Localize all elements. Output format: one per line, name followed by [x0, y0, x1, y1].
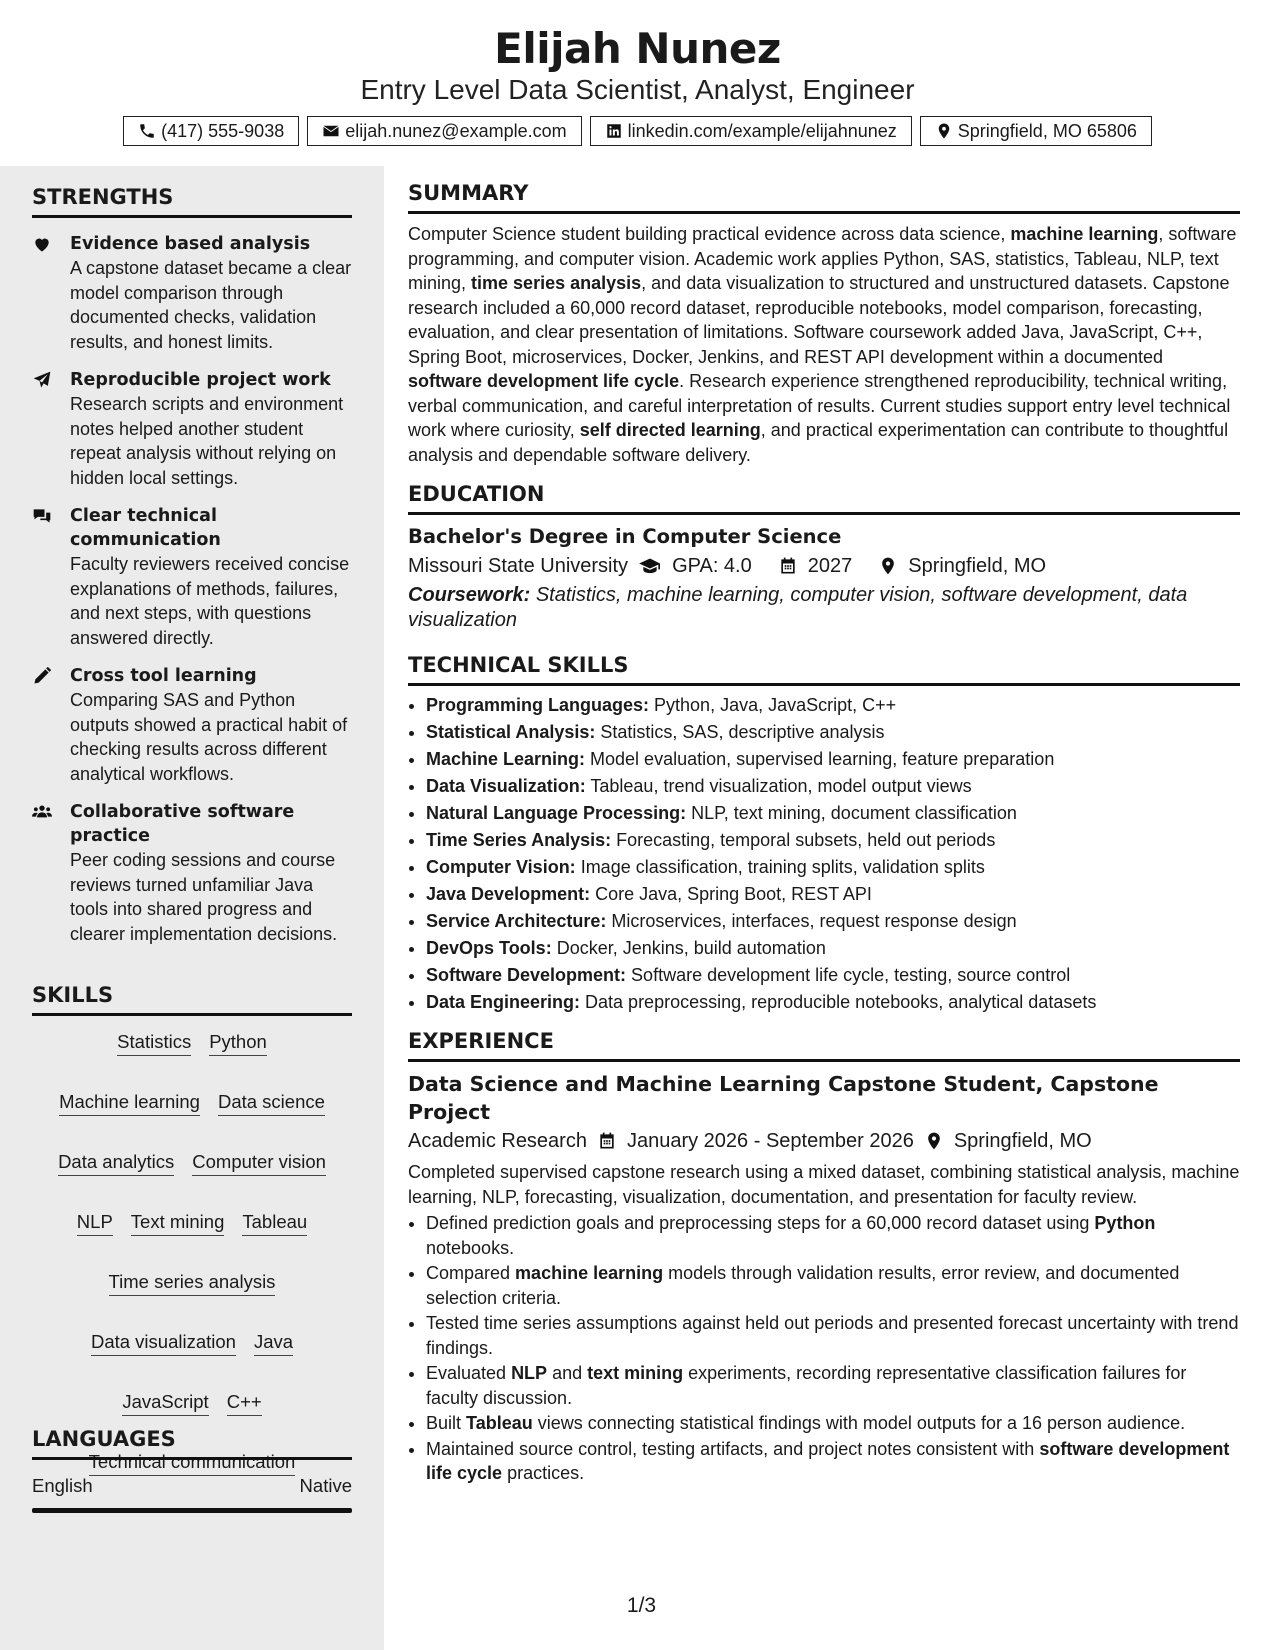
- map-pin-icon: [935, 122, 953, 140]
- skill-tag: Data science: [218, 1090, 325, 1116]
- comments-icon: [32, 504, 70, 650]
- technical-skill-value: Core Java, Spring Boot, REST API: [590, 884, 872, 904]
- phone-icon: [138, 122, 156, 140]
- education-section: [408, 481, 1240, 632]
- contact-linkedin[interactable]: [590, 116, 912, 146]
- strength-text: Research scripts and environment notes helped another student repeat analysis without relying on hidden local settings.: [70, 394, 344, 488]
- school-name: Missouri State University: [408, 555, 629, 577]
- contact-phone[interactable]: [123, 116, 299, 146]
- skill-tag: Data visualization: [91, 1330, 236, 1356]
- strength-title: Evidence based analysis: [70, 234, 311, 254]
- skill-tag: Computer vision: [192, 1150, 326, 1176]
- technical-skill-label: Programming Languages:: [426, 695, 650, 715]
- technical-skill-item: [426, 719, 1240, 746]
- technical-skill-label: Service Architecture:: [426, 911, 607, 931]
- contact-location-text: Springfield, MO 65806: [957, 121, 1137, 141]
- technical-skill-item: [426, 746, 1240, 773]
- coursework-text: Statistics, machine learning, computer vision, software development, data visualization: [408, 584, 1188, 631]
- resume-header: [0, 0, 1275, 146]
- technical-skill-item: [426, 692, 1240, 719]
- technical-skill-label: Data Visualization:: [426, 776, 586, 796]
- skill-tag: Machine learning: [59, 1090, 200, 1116]
- strength-text: Faculty reviewers received concise explanations of methods, failures, and next steps, with questions answered directly.: [70, 554, 350, 648]
- education-heading: EDUCATION: [408, 481, 1240, 515]
- technical-skill-label: Time Series Analysis:: [426, 830, 612, 850]
- technical-skill-item: [426, 881, 1240, 908]
- technical-skill-label: Computer Vision:: [426, 857, 576, 877]
- strength-text: Comparing SAS and Python outputs showed a practical habit of checking results across different analytical workflows.: [70, 690, 348, 784]
- job-meta: [408, 1126, 1240, 1156]
- technical-skill-label: DevOps Tools:: [426, 938, 552, 958]
- job-location: Springfield, MO: [953, 1130, 1092, 1152]
- text-segment: Evaluated: [426, 1363, 512, 1383]
- contact-linkedin-text: linkedin.com/example/elijahnunez: [627, 121, 897, 141]
- technical-skills-list: [408, 692, 1240, 1016]
- skill-tag: Data analytics: [58, 1150, 174, 1176]
- job-dates: January 2026 - September 2026: [626, 1130, 914, 1152]
- text-segment: practices.: [502, 1463, 585, 1483]
- job-bullet: [426, 1411, 1240, 1436]
- bold-keyword: self directed learning: [579, 420, 761, 440]
- bold-keyword: machine learning: [1010, 224, 1159, 244]
- text-segment: Built: [426, 1413, 467, 1433]
- strength-title: Reproducible project work: [70, 370, 331, 390]
- technical-skill-item: [426, 989, 1240, 1016]
- text-segment: models through validation results, error review, and documented selection criteria.: [426, 1263, 1180, 1308]
- job-bullet: [426, 1437, 1240, 1486]
- coursework-label: Coursework:: [408, 584, 531, 606]
- strength-title: Cross tool learning: [70, 666, 257, 686]
- technical-skill-label: Java Development:: [426, 884, 591, 904]
- technical-skill-item: [426, 854, 1240, 881]
- contact-bar: [0, 116, 1275, 146]
- text-segment: , and practical experimentation can contribute to thoughtful analysis and dependable software delivery.: [408, 420, 1229, 465]
- language-level: Native: [299, 1475, 352, 1496]
- text-segment: , software programming, and computer vision. Academic work applies Python, SAS, statistics, Tableau, NLP, text mining,: [408, 224, 1237, 293]
- technical-skill-item: [426, 908, 1240, 935]
- technical-skill-label: Machine Learning:: [426, 749, 586, 769]
- users-icon: [32, 800, 70, 946]
- candidate-title: Entry Level Data Scientist, Analyst, Engineer: [360, 74, 915, 105]
- technical-skill-item: [426, 827, 1240, 854]
- strength-item: [32, 368, 352, 490]
- languages-section: [32, 1426, 352, 1513]
- skills-section: [32, 982, 352, 1476]
- skills-heading: SKILLS: [32, 982, 352, 1016]
- heart-icon: [32, 232, 70, 354]
- text-segment: Compared: [426, 1263, 516, 1283]
- technical-skill-value: Software development life cycle, testing, source control: [626, 965, 1071, 985]
- technical-skill-value: Statistics, SAS, descriptive analysis: [595, 722, 885, 742]
- skill-tag: Tableau: [242, 1210, 307, 1236]
- text-segment: views connecting statistical findings with model outputs for a 16 person audience.: [532, 1413, 1186, 1433]
- skill-tag: Technical communication: [89, 1450, 296, 1476]
- bold-keyword: machine learning: [515, 1263, 664, 1283]
- graduation-year: 2027: [807, 555, 853, 577]
- technical-skill-label: Data Engineering:: [426, 992, 581, 1012]
- organization: Academic Research: [408, 1130, 587, 1152]
- experience-section: [408, 1028, 1240, 1486]
- strength-title: Clear technical communication: [70, 506, 221, 550]
- technical-skill-item: [426, 962, 1240, 989]
- map-pin-icon: [878, 556, 898, 576]
- technical-skill-value: Docker, Jenkins, build automation: [551, 938, 826, 958]
- technical-skill-label: Natural Language Processing:: [426, 803, 687, 823]
- strength-text: Peer coding sessions and course reviews turned unfamiliar Java tools into shared progress and clearer implementation decisions.: [70, 850, 338, 944]
- text-segment: experiments, recording representative classification failures for faculty discussion.: [426, 1363, 1187, 1408]
- technical-skill-item: [426, 935, 1240, 962]
- bold-keyword: software development life cycle: [408, 371, 680, 391]
- skill-tag: Statistics: [117, 1030, 191, 1056]
- strength-item: [32, 232, 352, 354]
- text-segment: Defined prediction goals and preprocessing steps for a 60,000 record dataset using: [426, 1213, 1095, 1233]
- technical-skill-value: Model evaluation, supervised learning, feature preparation: [585, 749, 1055, 769]
- contact-email[interactable]: [307, 116, 581, 146]
- job-bullet: [426, 1361, 1240, 1410]
- technical-skill-value: Python, Java, JavaScript, C++: [649, 695, 897, 715]
- technical-skill-value: NLP, text mining, document classification: [686, 803, 1017, 823]
- paper-plane-icon: [32, 368, 70, 490]
- text-segment: Tested time series assumptions against held out periods and presented forecast uncertainty with trend findings.: [426, 1313, 1239, 1358]
- job-title: Data Science and Machine Learning Capstone Student, Capstone Project: [408, 1072, 1159, 1124]
- linkedin-icon: [605, 122, 623, 140]
- technical-skill-label: Statistical Analysis:: [426, 722, 596, 742]
- skill-tag: Python: [209, 1030, 267, 1056]
- bold-keyword: Tableau: [466, 1413, 533, 1433]
- bold-keyword: time series analysis: [471, 273, 642, 293]
- technical-skills-heading: TECHNICAL SKILLS: [408, 652, 1240, 686]
- summary-text: [408, 222, 1240, 467]
- coursework: [408, 583, 1240, 632]
- bold-keyword: software development life cycle: [426, 1438, 1230, 1483]
- language-name: English: [32, 1475, 93, 1496]
- language-row: [32, 1474, 352, 1498]
- technical-skill-value: Image classification, training splits, validation splits: [575, 857, 985, 877]
- contact-phone-text: (417) 555-9038: [161, 121, 285, 141]
- skill-tag: NLP: [77, 1210, 113, 1236]
- text-segment: and: [547, 1363, 588, 1383]
- text-segment: notebooks.: [426, 1237, 515, 1258]
- text-segment: Maintained source control, testing artifacts, and project notes consistent with: [426, 1438, 1040, 1459]
- bold-keyword: Python: [1094, 1213, 1156, 1233]
- technical-skills-section: [408, 652, 1240, 1016]
- strength-title: Collaborative software practice: [70, 802, 295, 846]
- job-bullets: [408, 1211, 1240, 1486]
- job-bullet: [426, 1211, 1240, 1260]
- calendar-icon: [597, 1131, 617, 1151]
- bold-keyword: text mining: [587, 1363, 684, 1383]
- strength-item: [32, 664, 352, 786]
- text-segment: , and data visualization to structured and unstructured datasets. Capstone research included a 60,000 record dataset, reproducible notebooks, model comparison, forecasting, evaluation, and clear presentation of limitations. Software coursework added Java, JavaScript, C++, Spring Boot, microservices, Docker, Jenkins, and REST API development within a documented: [408, 273, 1230, 367]
- map-pin-icon: [924, 1131, 944, 1151]
- main-column: [408, 180, 1240, 1487]
- strengths-heading: STRENGTHS: [32, 184, 352, 218]
- job-description: Completed supervised capstone research using a mixed dataset, combining statistical analysis, machine learning, NLP, forecasting, visualization, documentation, and presentation for faculty review.: [408, 1162, 1240, 1207]
- technical-skill-item: [426, 800, 1240, 827]
- technical-skill-value: Microservices, interfaces, request response design: [606, 911, 1017, 931]
- bold-keyword: NLP: [511, 1363, 548, 1383]
- text-segment: Computer Science student building practical evidence across data science,: [408, 224, 1011, 244]
- job-bullet: [426, 1261, 1240, 1310]
- technical-skill-value: Forecasting, temporal subsets, held out periods: [611, 830, 996, 850]
- skill-tag: C++: [227, 1390, 262, 1416]
- calendar-icon: [778, 556, 798, 576]
- skill-tag: Java: [254, 1330, 293, 1356]
- education-location: Springfield, MO: [908, 555, 1047, 577]
- degree-title: Bachelor's Degree in Computer Science: [408, 525, 842, 548]
- skill-tag: JavaScript: [122, 1390, 208, 1416]
- job-bullet: [426, 1311, 1240, 1360]
- graduation-cap-icon: [638, 556, 662, 576]
- page-number-text: 1/3: [626, 1594, 657, 1617]
- skills-tags: [32, 1030, 352, 1476]
- education-meta: [408, 551, 1240, 581]
- sidebar: [0, 166, 384, 1650]
- strength-item: [32, 504, 352, 650]
- page-number: [0, 1594, 1275, 1618]
- strengths-section: [32, 184, 352, 946]
- technical-skill-item: [426, 773, 1240, 800]
- technical-skill-value: Tableau, trend visualization, model output views: [585, 776, 972, 796]
- strength-item: [32, 800, 352, 946]
- technical-skill-label: Software Development:: [426, 965, 627, 985]
- languages-heading: LANGUAGES: [32, 1426, 352, 1460]
- skill-tag: Time series analysis: [109, 1270, 276, 1296]
- gpa: GPA: 4.0: [672, 555, 752, 577]
- technical-skill-value: Data preprocessing, reproducible notebooks, analytical datasets: [580, 992, 1097, 1012]
- language-proficiency-bar: [32, 1508, 352, 1513]
- candidate-name: Elijah Nunez: [494, 24, 781, 73]
- contact-location: [920, 116, 1152, 146]
- pencil-icon: [32, 664, 70, 786]
- text-segment: . Research experience strengthened reproducibility, technical writing, verbal communication, and careful interpretation of results. Current studies support entry level technical work where curiosity,: [408, 371, 1231, 440]
- summary-heading: SUMMARY: [408, 180, 1240, 214]
- skill-tag: Text mining: [131, 1210, 225, 1236]
- envelope-icon: [322, 122, 340, 140]
- contact-email-text: elijah.nunez@example.com: [345, 121, 567, 141]
- experience-heading: EXPERIENCE: [408, 1028, 1240, 1062]
- strength-text: A capstone dataset became a clear model comparison through documented checks, validation results, and honest limits.: [70, 258, 352, 352]
- summary-section: [408, 180, 1240, 467]
